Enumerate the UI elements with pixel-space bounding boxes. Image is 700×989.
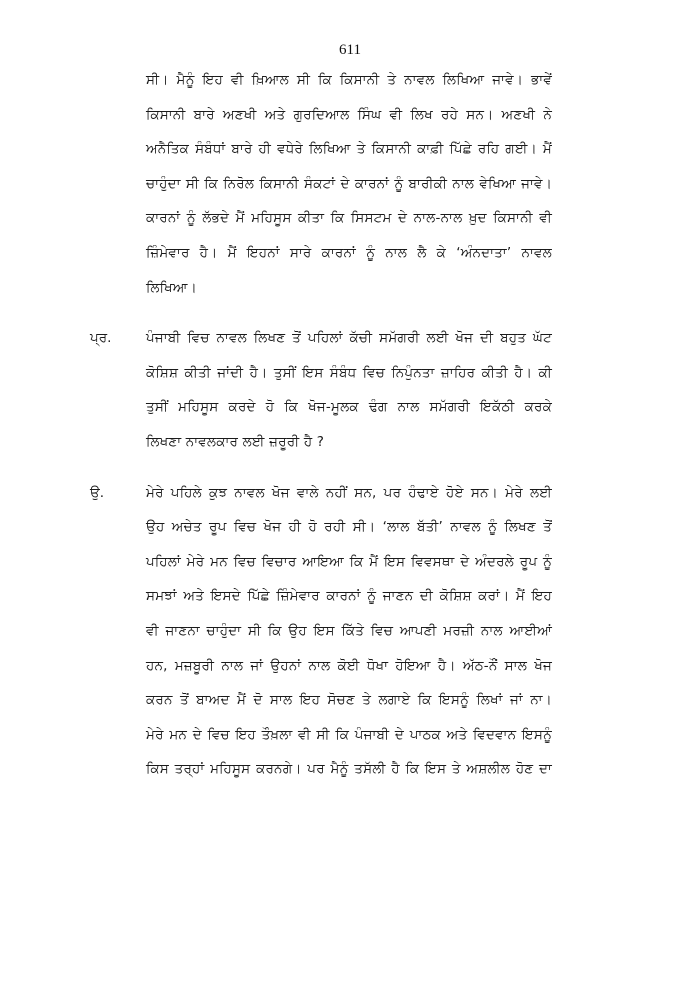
text-line: ਕੋਸ਼ਿਸ਼ ਕੀਤੀ ਜਾਂਦੀ ਹੈ। ਤੁਸੀਂ ਇਸ ਸੰਬੰਧ ਵਿਚ ਨਿਪੁੰਨਤਾ ਜ਼ਾਹਿਰ ਕੀਤੀ ਹੈ। ਕੀ <box>146 364 552 381</box>
answer-paragraph <box>90 476 552 787</box>
text-line: ਲਿਖਣਾ ਨਾਵਲਕਾਰ ਲਈ ਜ਼ਰੂਰੀ ਹੈ ? <box>146 433 325 450</box>
paragraph-continuation <box>146 63 552 305</box>
text-line: ਕਾਰਨਾਂ ਨੂੰ ਲੱਭਦੇ ਮੈਂ ਮਹਿਸੂਸ ਕੀਤਾ ਕਿ ਸਿਸਟਮ ਦੇ ਨਾਲ-ਨਾਲ ਖ਼ੁਦ ਕਿਸਾਨੀ ਵੀ <box>146 210 552 227</box>
question-paragraph <box>90 321 552 459</box>
text-line: ਮੇਰੇ ਮਨ ਦੇ ਵਿਚ ਇਹ ਤੌਖ਼ਲਾ ਵੀ ਸੀ ਕਿ ਪੰਜਾਬੀ ਦੇ ਪਾਠਕ ਅਤੇ ਵਿਦਵਾਨ ਇਸਨੂੰ <box>146 726 552 743</box>
text-line: ਤੁਸੀਂ ਮਹਿਸੂਸ ਕਰਦੇ ਹੋ ਕਿ ਖੋਜ-ਮੂਲਕ ਢੰਗ ਨਾਲ ਸਮੱਗਰੀ ਇਕੱਠੀ ਕਰਕੇ <box>146 399 552 416</box>
page-number: 611 <box>339 42 361 58</box>
text-line: ਹਨ, ਮਜ਼ਬੂਰੀ ਨਾਲ ਜਾਂ ਉਹਨਾਂ ਨਾਲ ਕੋਈ ਧੋਖਾ ਹੋਇਆ ਹੈ। ਅੱਠ-ਨੌਂ ਸਾਲ ਖੋਜ <box>146 657 552 674</box>
text-line: ਅਨੈਤਿਕ ਸੰਬੰਧਾਂ ਬਾਰੇ ਹੀ ਵਧੇਰੇ ਲਿਖਿਆ ਤੇ ਕਿਸਾਨੀ ਕਾਫ਼ੀ ਪਿੱਛੇ ਰਹਿ ਗਈ। ਮੈਂ <box>146 141 552 158</box>
text-line: ਕਿਸ ਤਰ੍ਹਾਂ ਮਹਿਸੂਸ ਕਰਨਗੇ। ਪਰ ਮੈਨੂੰ ਤਸੱਲੀ ਹੈ ਕਿ ਇਸ ਤੇ ਅਸ਼ਲੀਲ ਹੋਣ ਦਾ <box>146 761 552 778</box>
text-line: ਉਹ ਅਚੇਤ ਰੂਪ ਵਿਚ ਖੋਜ ਹੀ ਹੋ ਰਹੀ ਸੀ। ‘ਲਾਲ ਬੱਤੀ’ ਨਾਵਲ ਨੂੰ ਲਿਖਣ ਤੋਂ <box>146 519 552 536</box>
text-line: ਕਰਨ ਤੋਂ ਬਾਅਦ ਮੈਂ ਦੋ ਸਾਲ ਇਹ ਸੋਚਣ ਤੇ ਲਗਾਏ ਕਿ ਇਸਨੂੰ ਲਿਖਾਂ ਜਾਂ ਨਾ। <box>146 692 552 709</box>
text-line: ਲਿਖਿਆ। <box>146 279 197 296</box>
text-line: ਵੀ ਜਾਣਨਾ ਚਾਹੁੰਦਾ ਸੀ ਕਿ ਉਹ ਇਸ ਕਿੱਤੇ ਵਿਚ ਆਪਣੀ ਮਰਜ਼ੀ ਨਾਲ ਆਈਆਂ <box>146 622 552 639</box>
page-body <box>90 63 552 787</box>
question-marker: ਪ੍ਰ. <box>90 330 112 347</box>
text-line: ਚਾਹੁੰਦਾ ਸੀ ਕਿ ਨਿਰੋਲ ਕਿਸਾਨੀ ਸੰਕਟਾਂ ਦੇ ਕਾਰਨਾਂ ਨੂੰ ਬਾਰੀਕੀ ਨਾਲ ਵੇਖਿਆ ਜਾਵੇ। <box>146 175 552 192</box>
text-line: ਮੇਰੇ ਪਹਿਲੇ ਕੁਝ ਨਾਵਲ ਖੋਜ ਵਾਲੇ ਨਹੀਂ ਸਨ, ਪਰ ਹੰਢਾਏ ਹੋਏ ਸਨ। ਮੇਰੇ ਲਈ <box>146 484 552 501</box>
text-line: ਕਿਸਾਨੀ ਬਾਰੇ ਅਣਖੀ ਅਤੇ ਗੁਰਦਿਆਲ ਸਿੰਘ ਵੀ ਲਿਖ ਰਹੇ ਸਨ। ਅਣਖੀ ਨੇ <box>146 106 552 123</box>
text-line: ਪੰਜਾਬੀ ਵਿਚ ਨਾਵਲ ਲਿਖਣ ਤੋਂ ਪਹਿਲਾਂ ਕੱਚੀ ਸਮੱਗਰੀ ਲਈ ਖੋਜ ਦੀ ਬਹੁਤ ਘੱਟ <box>146 330 552 347</box>
text-line: ਸੀ। ਮੈਨੂੰ ਇਹ ਵੀ ਖ਼ਿਆਲ ਸੀ ਕਿ ਕਿਸਾਨੀ ਤੇ ਨਾਵਲ ਲਿਖਿਆ ਜਾਵੇ। ਭਾਵੇਂ <box>146 72 552 88</box>
text-line: ਪਹਿਲਾਂ ਮੇਰੇ ਮਨ ਵਿਚ ਵਿਚਾਰ ਆਇਆ ਕਿ ਮੈਂ ਇਸ ਵਿਵਸਥਾ ਦੇ ਅੰਦਰਲੇ ਰੂਪ ਨੂੰ <box>146 553 552 570</box>
answer-marker: ਉ. <box>90 484 105 501</box>
text-line: ਸਮਝਾਂ ਅਤੇ ਇਸਦੇ ਪਿੱਛੇ ਜ਼ਿੰਮੇਵਾਰ ਕਾਰਨਾਂ ਨੂੰ ਜਾਣਨ ਦੀ ਕੋਸ਼ਿਸ਼ ਕਰਾਂ। ਮੈਂ ਇਹ <box>146 588 552 605</box>
text-line: ਜ਼ਿੰਮੇਵਾਰ ਹੈ। ਮੈਂ ਇਹਨਾਂ ਸਾਰੇ ਕਾਰਨਾਂ ਨੂੰ ਨਾਲ ਲੈ ਕੇ ‘ਅੰਨਦਾਤਾ’ ਨਾਵਲ <box>146 244 552 261</box>
